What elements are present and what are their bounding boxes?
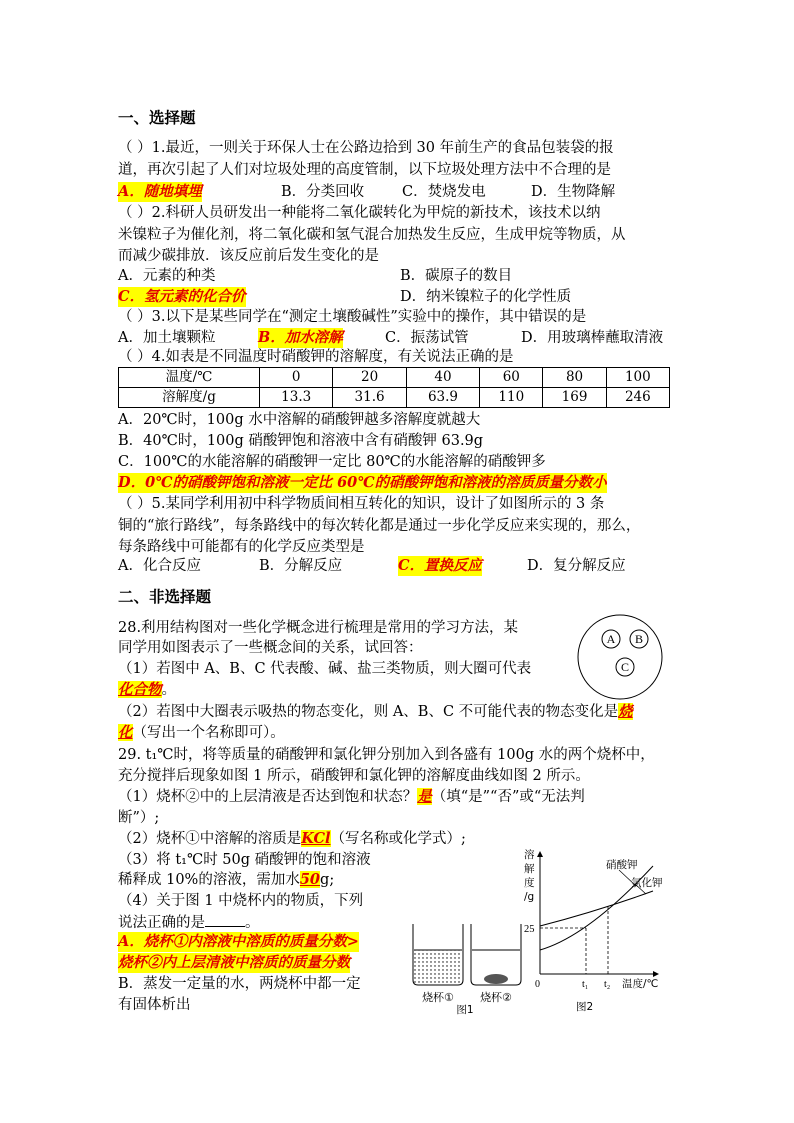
q3-line1: （ ）3.以下是某些同学在“测定土壤酸碱性”实验中的操作，其中错误的是 — [118, 309, 587, 325]
table-cell: 63.9 — [406, 388, 479, 408]
outer-circle — [578, 615, 662, 699]
circle-b-label: B — [634, 632, 644, 646]
q1-option-b: B．分类回收 — [281, 184, 365, 200]
circle-a-label: A — [606, 632, 616, 646]
q29-line3-end: （填“是”“否”或“无法判 — [431, 789, 585, 805]
q29-option-a-answer-line2: 烧杯②内上层清液中溶质的质量分数 — [118, 954, 350, 971]
table-cell: 31.6 — [333, 388, 406, 408]
q1-line2: 道，再次引起了人们对垃圾处理的高度管制，以下垃圾处理方法中不合理的是 — [118, 162, 611, 178]
q1-line1: （ ）1.最近，一则关于环保人士在公路边拾到 30 年前生产的食品包装袋的报 — [118, 140, 614, 156]
table-cell: 20 — [333, 368, 406, 388]
answer-blank — [205, 912, 245, 927]
table-cell: 40 — [406, 368, 479, 388]
section-title-choice: 一、选择题 — [118, 109, 196, 127]
q28-answer-2a: 烧 — [618, 703, 633, 720]
q2-line2: 米镍粒子为催化剂，将二氧化碳和氢气混合加热发生反应，生成甲烷等物质，从 — [118, 227, 626, 243]
figure2-solubility-chart — [518, 846, 678, 1016]
q29-line5 — [118, 829, 466, 849]
q29-line9-end: 。 — [245, 915, 260, 931]
q29-option-b-line2: 有固体析出 — [118, 997, 191, 1013]
q29-line1: 29. t₁℃时，将等质量的硝酸钾和氯化钾分别加入到各盛有 100g 水的两个烧杯中， — [118, 747, 655, 763]
table-cell: 100 — [606, 368, 669, 388]
q2-option-d: D．纳米镍粒子的化学性质 — [400, 289, 572, 305]
table-row — [119, 388, 670, 408]
q5-option-d: D．复分解反应 — [527, 558, 626, 574]
q4-option-c: C．100℃的水能溶解的硝酸钾一定比 80℃的水能溶解的硝酸钾多 — [118, 454, 546, 470]
q29-line5-text: （2）烧杯①中溶解的溶质是 — [118, 831, 302, 847]
q28-line6-text: （写出一个名称即可）。 — [132, 725, 285, 741]
table-cell: 246 — [606, 388, 669, 408]
table-cell: 169 — [543, 388, 606, 408]
beaker1-label: 烧杯① — [422, 991, 454, 1004]
section-title-nonchoice: 二、非选择题 — [118, 588, 212, 606]
q2-option-c-answer: C．氢元素的化合价 — [118, 288, 246, 305]
q2-option-a: A．元素的种类 — [118, 268, 216, 284]
q3-option-c: C．振荡试管 — [385, 330, 469, 346]
q5-option-c-answer: C．置换反应 — [398, 557, 483, 574]
q3-option-b-answer: B．加水溶解 — [258, 329, 343, 346]
q5-option-a: A．化合反应 — [118, 558, 201, 574]
q29-option-a-answer-line1: A．烧杯①内溶液中溶质的质量分数> — [118, 933, 359, 950]
table-cell: 60 — [480, 368, 543, 388]
q4-option-b: B．40℃时，100g 硝酸钾饱和溶液中含有硝酸钾 63.9g — [118, 433, 484, 449]
q29-answer-3: 50 — [299, 871, 321, 888]
figure2-caption: 图2 — [576, 1001, 594, 1013]
q2-line3: 而减少碳排放．该反应前后发生变化的是 — [118, 248, 379, 264]
q29-line9 — [118, 912, 260, 933]
q29-line4: 断”）; — [118, 810, 160, 826]
kno3-label: 硝酸钾 — [606, 859, 638, 871]
t1-label: t₁ — [582, 979, 589, 990]
y-axis-label — [524, 848, 535, 903]
q29-line7-text: 稀释成 10%的溶液，需加水 — [118, 872, 300, 888]
q29-answer-2: KCl — [301, 830, 331, 847]
q28-line4-end: 。 — [161, 682, 176, 698]
circle-c-label: C — [620, 660, 630, 674]
table-cell: 温度/℃ — [119, 368, 260, 388]
q28-answer-1: 化合物 — [118, 681, 162, 698]
q28-answer-2b: 化 — [118, 724, 133, 741]
q1-option-c: C．焚烧发电 — [402, 184, 486, 200]
q4-line1: （ ）4.如表是不同温度时硝酸钾的溶解度，有关说法正确的是 — [118, 349, 514, 365]
q29-line7-end: g; — [320, 872, 335, 888]
y-label-char: 溶 — [524, 849, 535, 861]
y-label-char: /g — [524, 891, 535, 903]
table-cell: 80 — [543, 368, 606, 388]
kcl-curve — [540, 891, 653, 926]
q29-line5-end: （写名称或化学式）; — [330, 831, 466, 847]
q29-option-b-line1: B．蒸发一定量的水，两烧杯中都一定 — [118, 976, 361, 992]
q29-line9-text: 说法正确的是 — [118, 915, 205, 931]
table-row — [119, 368, 670, 388]
q5-line1: （ ）5.某同学利用初中科学物质间相互转化的知识，设计了如图所示的 3 条 — [118, 496, 605, 512]
y-tick-25: 25 — [524, 924, 535, 935]
y-label-char: 度 — [524, 877, 535, 889]
y-label-char: 解 — [524, 863, 535, 875]
q1-option-a-answer: A．随地填埋 — [118, 183, 202, 200]
kcl-label: 氯化钾 — [631, 877, 663, 889]
q5-line2: 铜的“旅行路线”，每条路线中的每次转化都是通过一步化学反应来实现的，那么， — [118, 518, 641, 534]
undissolved-solid — [484, 974, 508, 984]
q29-line2: 充分搅拌后现象如图 1 所示，硝酸钾和氯化钾的溶解度曲线如图 2 所示。 — [118, 768, 590, 784]
q29-line6: （3）将 t₁℃时 50g 硝酸钾的饱和溶液 — [118, 852, 371, 868]
q2-option-b: B．碳原子的数目 — [400, 268, 513, 284]
figure1-beakers — [405, 920, 530, 1015]
table-cell: 0 — [260, 368, 333, 388]
q28-line5-text: （2）若图中大圈表示吸热的物态变化，则 A、B、C 不可能代表的物态变化是 — [118, 704, 619, 720]
beaker2-label: 烧杯② — [480, 991, 512, 1004]
solubility-table — [118, 367, 670, 408]
x-axis-label: 温度/℃ — [622, 978, 659, 990]
origin-label: 0 — [535, 979, 540, 990]
q28-line5 — [118, 702, 633, 722]
q28-line2: 同学用如图表示了一些概念间的关系，试回答： — [118, 640, 423, 656]
concept-circles-diagram — [575, 612, 665, 702]
table-cell: 110 — [480, 388, 543, 408]
table-cell: 13.3 — [260, 388, 333, 408]
table-cell: 溶解度/g — [119, 388, 260, 408]
q5-line3: 每条路线中可能都有的化学反应类型是 — [118, 539, 365, 555]
figure1-caption: 图1 — [456, 1004, 474, 1015]
beaker-2 — [471, 924, 521, 985]
q29-line3 — [118, 787, 585, 807]
q28-line4 — [118, 680, 176, 700]
q29-line8: （4）关于图 1 中烧杯内的物质，下列 — [118, 893, 364, 909]
q28-line6 — [118, 723, 285, 743]
q28-line3: （1）若图中 A、B、C 代表酸、碱、盐三类物质，则大圈可代表 — [118, 661, 532, 677]
q29-line3-text: （1）烧杯②中的上层清液是否达到饱和状态？ — [118, 789, 418, 805]
q3-option-d: D．用玻璃棒蘸取清液 — [521, 330, 664, 346]
q29-line7 — [118, 870, 334, 890]
q4-option-a: A．20℃时，100g 水中溶解的硝酸钾越多溶解度就越大 — [118, 412, 481, 428]
beaker-1 — [413, 924, 463, 985]
q29-answer-1: 是 — [417, 788, 432, 805]
q5-option-b: B．分解反应 — [259, 558, 343, 574]
q2-line1: （ ）2.科研人员研发出一种能将二氧化碳转化为甲烷的新技术，该技术以纳 — [118, 205, 601, 221]
q1-option-d: D．生物降解 — [531, 184, 616, 200]
q3-option-a: A．加土壤颗粒 — [118, 330, 216, 346]
q28-line1: 28.利用结构图对一些化学概念进行梳理是常用的学习方法，某 — [118, 620, 519, 636]
t2-label: t₂ — [604, 979, 611, 990]
q4-option-d-answer: D．0℃的硝酸钾饱和溶液一定比 60℃的硝酸钾饱和溶液的溶质质量分数小 — [118, 474, 607, 491]
